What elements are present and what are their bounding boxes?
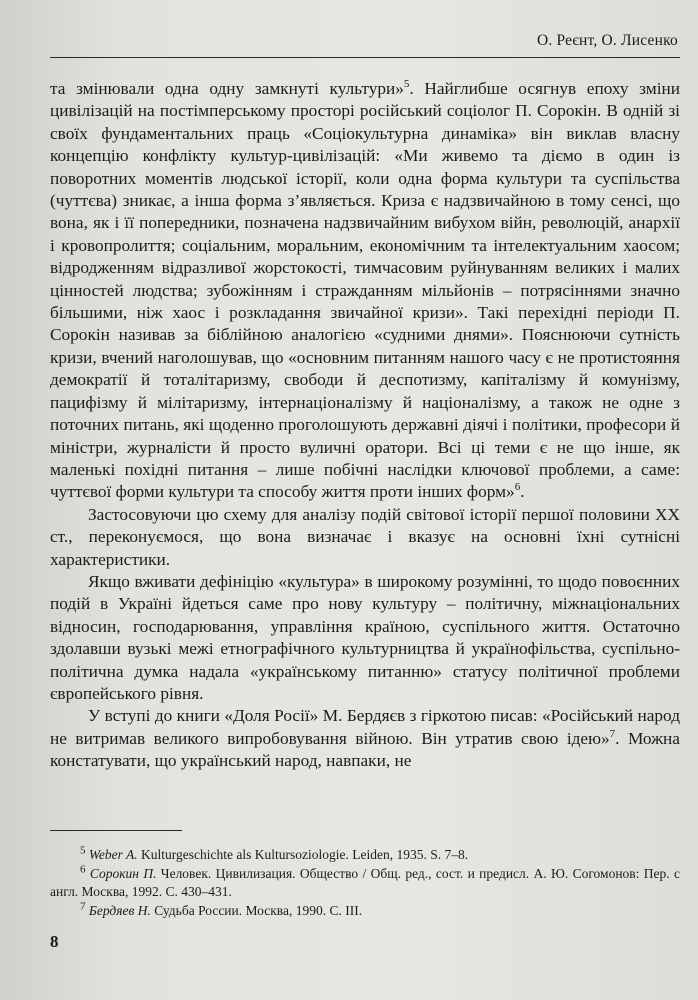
paragraph-2: Застосовуючи цю схему для аналізу подій світової історії першої половини XX ст., переконуємося, що вона визначає і вказує на основні їхні сутнісні характеристики. [50, 504, 680, 569]
footnote-ref-5: 5 [403, 78, 410, 91]
paragraph-4-text: У вступі до книги «Доля Росії» М. Бердяєв з гіркотою писав: «Російський народ не витримав великого випробовування війною. Він утратив свою ідею» [50, 706, 680, 748]
footnote-7 [50, 902, 680, 921]
footnote-text: Судьба России. Москва, 1990. С. III. [150, 902, 363, 918]
footnote-ref-6: 6 [514, 481, 521, 494]
footnote-ref-7: 7 [609, 728, 616, 741]
running-head: О. Реєнт, О. Лисенко [536, 32, 678, 49]
header-rule [50, 57, 680, 58]
paragraph-4 [50, 705, 680, 772]
paragraph-1 [50, 78, 680, 504]
footnote-author: Weber A. [88, 847, 138, 862]
paragraph-3: Якщо вживати дефініцію «культура» в широкому розумінні, то щодо повоєнних подій в Україні йдеться саме про нову культуру – політичну, міжнаціональних відносин, господарювання, управління країною, суспільного життя. Остаточно здолавши вузькі межі етнографічного культурництва й українофільства, суспільно-політична думка надала «українському питанню» статусу політичної проблеми європейського рівня. [50, 571, 680, 703]
paragraph-1-text: та змінювали одна одну замкнуті культури» [50, 79, 404, 98]
footnote-text: Человек. Цивилизация. Общество / Общ. ред., сост. и предисл. А. Ю. Согомонов: Пер. с англ. Москва, 1992. С. 430–431. [50, 865, 680, 900]
footnote-author: Сорокин П. [89, 865, 157, 881]
footnote-number: 7 [80, 900, 86, 913]
footnote-number: 6 [80, 863, 86, 876]
paragraph-1-text-end: . [520, 482, 525, 502]
page-number: 8 [50, 932, 59, 951]
paragraph-4-text-cont: . Можна констатувати, що український народ, навпаки, не [50, 728, 680, 771]
footnote-5 [50, 846, 680, 865]
footnote-6 [50, 865, 680, 902]
footnotes [50, 846, 680, 920]
footnote-text: Kulturgeschichte als Kultursoziologie. Leiden, 1935. S. 7–8. [137, 847, 469, 862]
footnote-author: Бердяев Н. [88, 902, 151, 918]
main-text [50, 78, 680, 773]
footnote-number: 5 [80, 844, 86, 857]
paragraph-1-text-cont: . Найглибше осягнув епоху зміни цивілізацій на постімперському просторі російський соціолог П. Сорокін. В одній зі своїх фундаментальних праць «Соціокультурна динаміка» він виклав власну концепцію конфлікту культур-цивілізацій: «Ми живемо та діємо в один із поворотних моментів людської історії, коли одна форма культури та суспільства (чуттєва) зникає, а інша форма з’являється. Криза є надзвичайною в тому сенсі, що вона, як і її попередники, позначена надзвичайним вибухом війн, революцій, анархії і кровопролиття; соціальним, моральним, економічним та інтелектуальним хаосом; відродженням відразливої жорстокості, тимчасовим руйнуванням великих і малих цінностей людства; зубожінням і стражданням мільйонів – потрясіннями значно більшими, ніж хаос і розкладання звичайної кризи». Такі перехідні періоди П. Сорокін називав за біблійною аналогією «судними днями». Пояснюючи сутність кризи, вчений наголошував, що «основним питанням нашого часу є не протистояння демократії й тоталітаризму, свободи й деспотизму, капіталізму й комунізму, пацифізму й мілітаризму, інтернаціоналізму й націоналізму, а також не одне з поточних питань, які щоденно проголошують державні діячі і політики, професори й міністри, журналісти й просто вуличні оратори. Всі ці теми є не що інше, як маленькі похідні питання – лише побічні наслідки ключової проблеми, а саме: чуттєвої форми культури та способу життя проти інших форм» [50, 79, 680, 502]
footnote-rule [50, 830, 182, 831]
